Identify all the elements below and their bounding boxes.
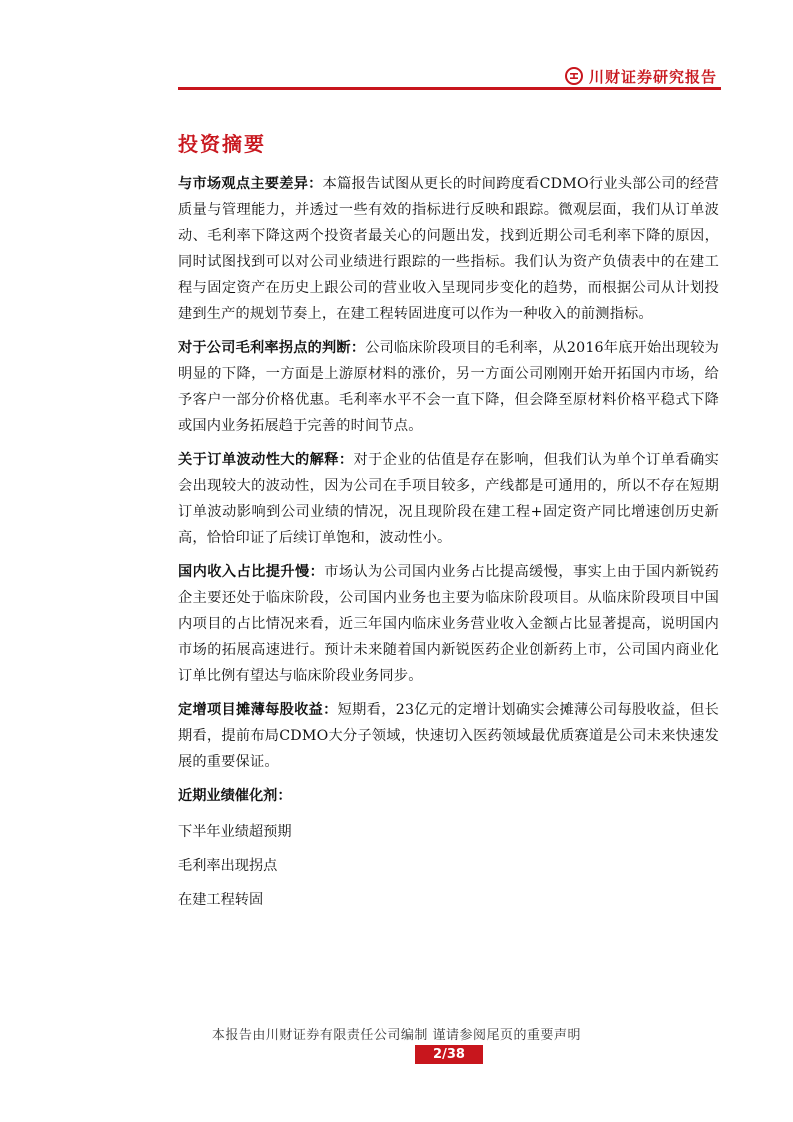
summary-content [178, 171, 719, 921]
chuancai-logo-icon [565, 67, 583, 85]
paragraph-market-difference [178, 171, 719, 327]
paragraph-domestic-revenue [178, 559, 719, 689]
paragraph-lead: 关于订单波动性大的解释： [178, 452, 354, 468]
paragraph-text: 公司临床阶段项目的毛利率，从2016年底开始出现较为明显的下降，一方面是上游原材料的涨价，另一方面公司刚刚开始开拓国内市场，给予客户一部分价格优惠。毛利率水平不会一直下降，但会降至原材料价格平稳式下降或国内业务拓展趋于完善的时间节点。 [178, 340, 719, 434]
paragraph-text: 对于企业的估值是存在影响，但我们认为单个订单看确实会出现较大的波动性，因为公司在手项目较多，产线都是可通用的，所以不存在短期订单波动影响到公司业绩的情况，况且现阶段在建工程+固定资产同比增速创历史新高，恰恰印证了后续订单饱和，波动性小。 [178, 452, 719, 546]
brand-name: 川财证券研究报告 [588, 67, 717, 86]
paragraph-lead: 定增项目摊薄每股收益： [178, 702, 338, 718]
catalyst-item: 毛利率出现拐点 [178, 858, 278, 874]
header-brand [565, 64, 717, 88]
header-divider [178, 87, 721, 90]
paragraph-text: 本篇报告试图从更长的时间跨度看CDMO行业头部公司的经营质量与管理能力，并透过一些有效的指标进行反映和跟踪。微观层面，我们从订单波动、毛利率下降这两个投资者最关心的问题出发，找到近期公司毛利率下降的原因，同时试图找到可以对公司业绩进行跟踪的一些指标。我们认为资产负债表中的在建工程与固定资产在历史上跟公司的营业收入呈现同步变化的趋势，而根据公司从计划投建到生产的规划节奏上，在建工程转固进度可以作为一种收入的前测指标。 [178, 176, 719, 322]
catalysts-heading: 近期业绩催化剂： [178, 788, 292, 804]
paragraph-text: 市场认为公司国内业务占比提高缓慢，事实上由于国内新锐药企主要还处于临床阶段，公司国内业务也主要为临床阶段项目。从临床阶段项目中国内项目的占比情况来看，近三年国内临床业务营业收入金额占比显著提高，说明国内市场的拓展高速进行。预计未来随着国内新锐医药企业创新药上市，公司国内商业化订单比例有望达与临床阶段业务同步。 [178, 564, 719, 684]
paragraph-order-volatility [178, 447, 719, 551]
paragraph-eps-dilution [178, 697, 719, 775]
catalyst-item: 在建工程转固 [178, 892, 264, 908]
paragraph-lead: 与市场观点主要差异： [178, 176, 323, 192]
catalyst-item: 下半年业绩超预期 [178, 824, 292, 840]
paragraph-gross-margin [178, 335, 719, 439]
paragraph-lead: 国内收入占比提升慢： [178, 564, 325, 580]
section-title: 投资摘要 [178, 132, 266, 156]
paragraph-text: 短期看，23亿元的定增计划确实会摊薄公司每股收益，但长期看，提前布局CDMO大分子领域，快速切入医药领域最优质赛道是公司未来快速发展的重要保证。 [178, 702, 719, 770]
footer-disclaimer: 本报告由川财证券有限责任公司编制 谨请参阅尾页的重要声明 [211, 1028, 582, 1043]
paragraph-lead: 对于公司毛利率拐点的判断： [178, 340, 366, 356]
page-number: 2/38 [415, 1045, 483, 1064]
